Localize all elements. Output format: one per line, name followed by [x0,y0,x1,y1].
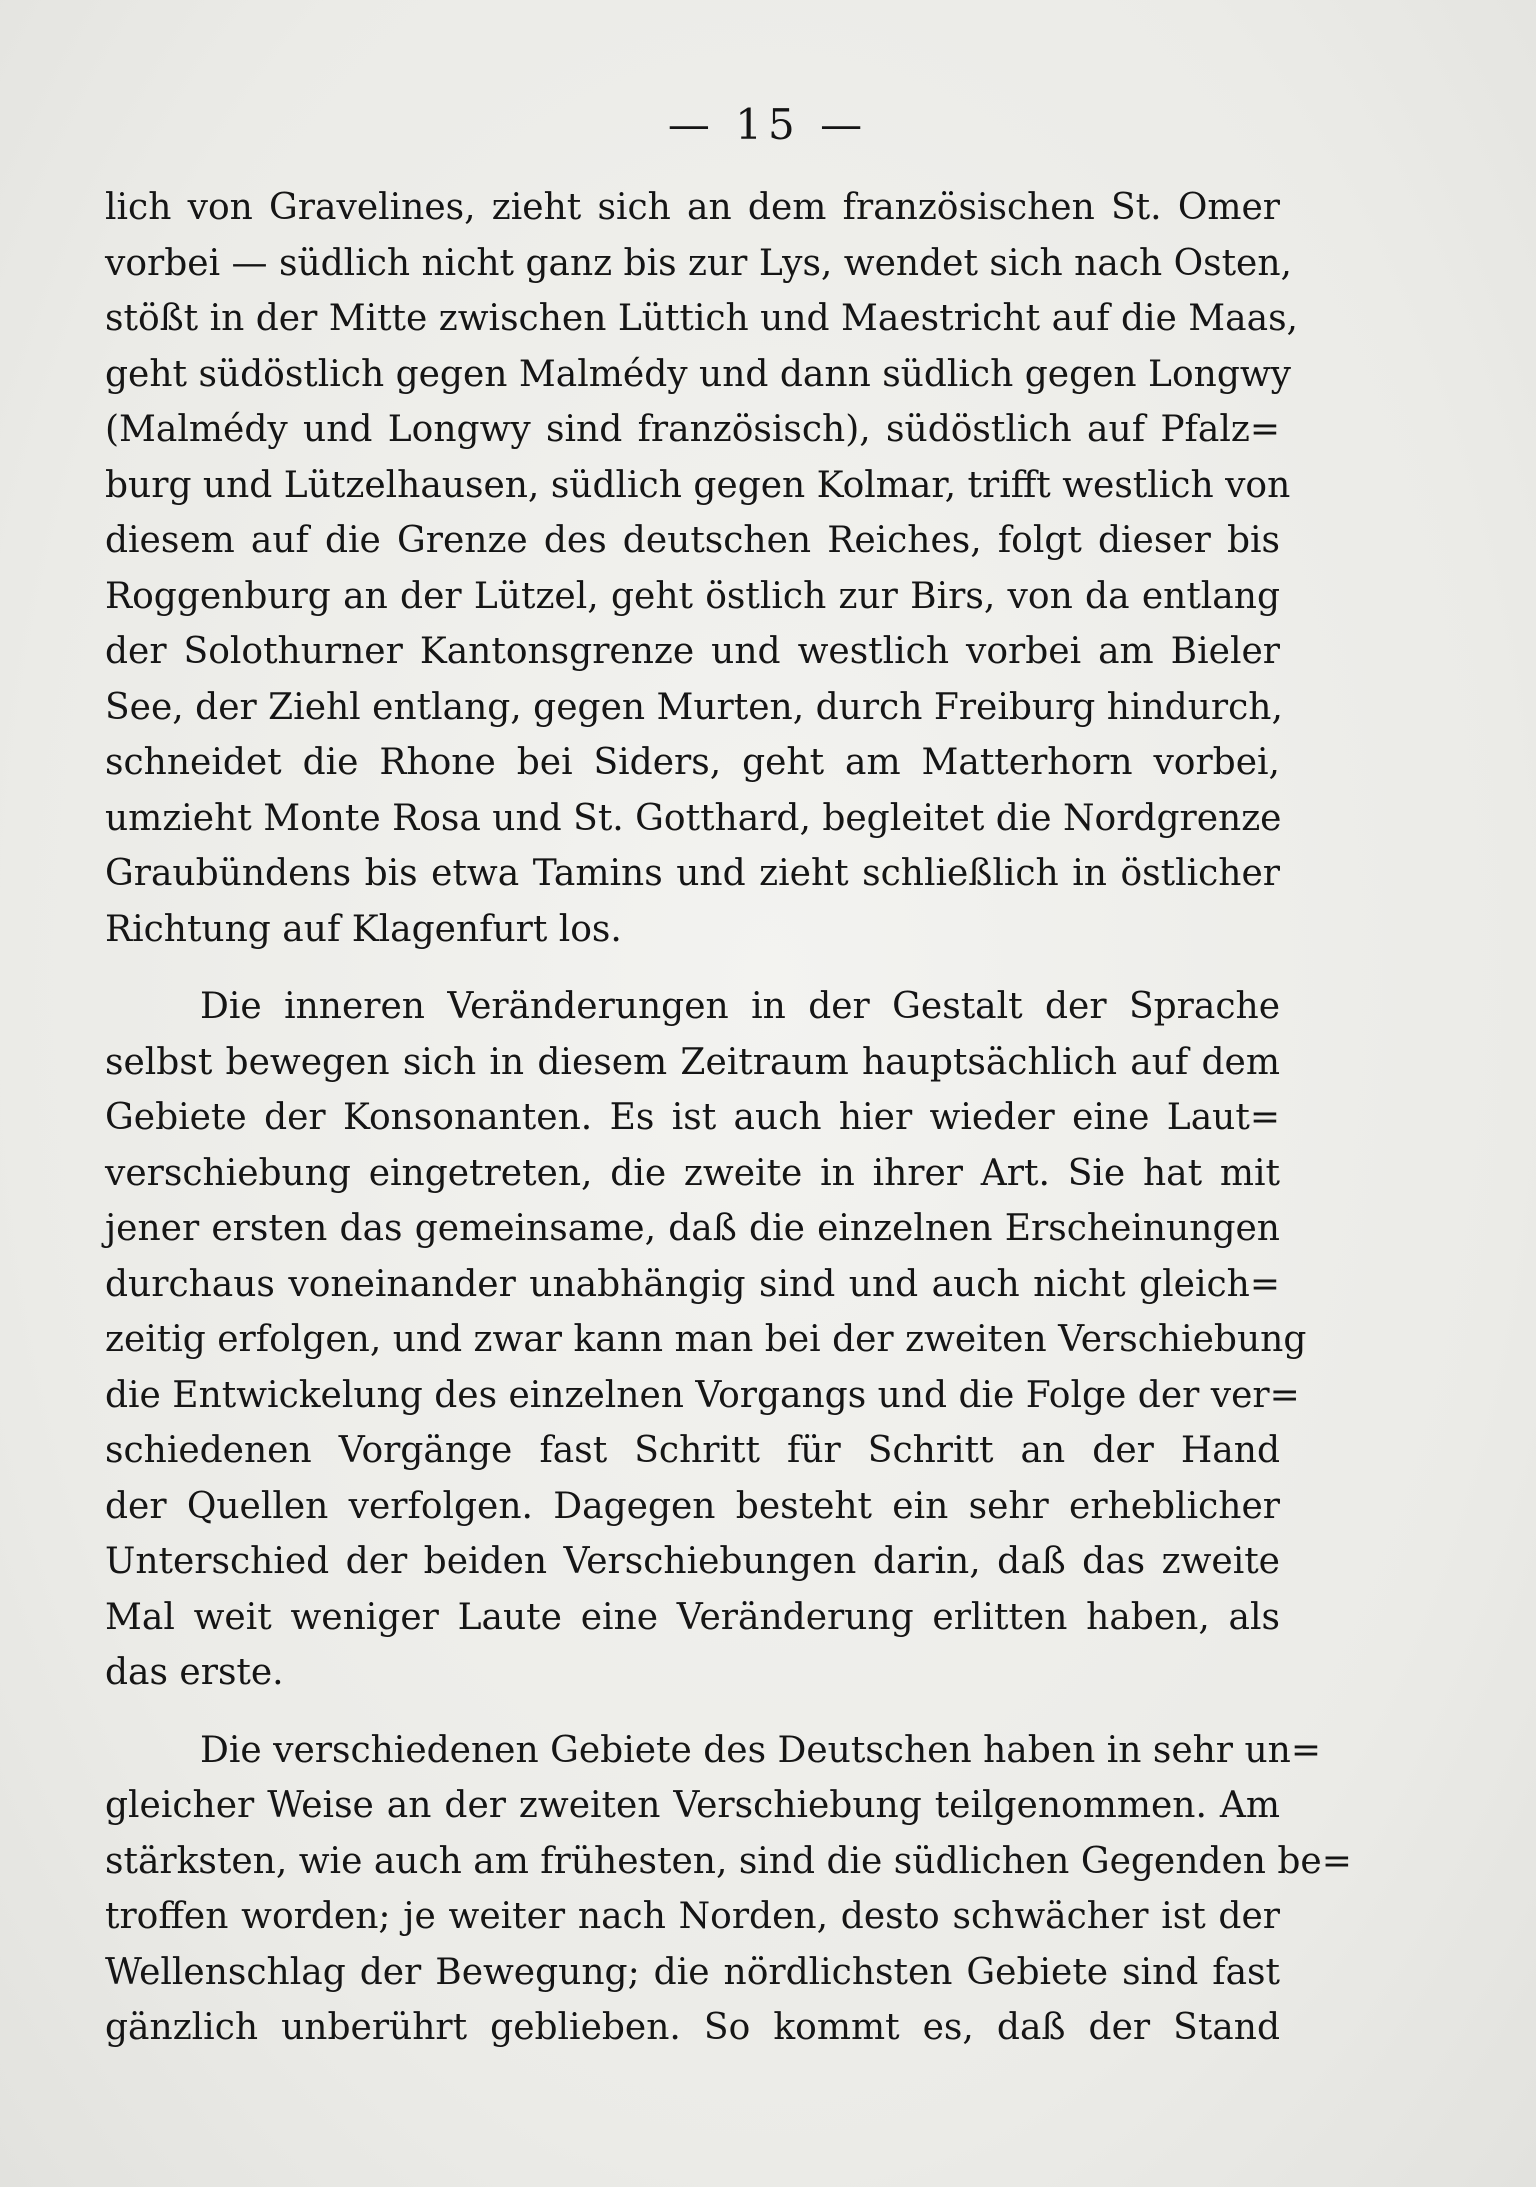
text-line: geht südöstlich gegen Malmédy und dann südlich gegen Longwy [105,353,1292,395]
text-line: umzieht Monte Rosa und St. Gotthard, begleitet die Nordgrenze [105,797,1282,839]
paragraph-2 [105,979,1307,1701]
text-line: der Solothurner Kantonsgrenze und westlich vorbei am Bieler [105,631,1280,672]
text-line: Die verschiedenen Gebiete des Deutschen haben in sehr un= [200,1729,1321,1771]
text-line: Mal weit weniger Laute eine Veränderung erlitten haben, als [105,1596,1280,1638]
text-line: Graubündens bis etwa Tamins und zieht schließlich in östlicher [105,853,1280,894]
text-line: schiedenen Vorgänge fast Schritt für Schritt an der Hand [105,1430,1280,1471]
text-line: Die inneren Veränderungen in der Gestalt der Sprache [200,986,1280,1027]
text-line: schneidet die Rhone bei Siders, geht am Matterhorn vorbei, [105,742,1280,783]
text-line: der Quellen verfolgen. Dagegen besteht ein sehr erheblicher [105,1485,1280,1527]
text-line: jener ersten das gemeinsame, daß die einzelnen Erscheinungen [105,1208,1280,1249]
text-line: Unterschied der beiden Verschiebungen darin, daß das zweite [105,1541,1280,1582]
text-line: lich von Gravelines, zieht sich an dem französischen St. Omer [105,187,1280,228]
text-line: Richtung auf Klagenfurt los. [105,908,622,950]
text-line: gleicher Weise an der zweiten Verschiebung teilgenommen. Am [105,1785,1280,1826]
text-line: stößt in der Mitte zwischen Lüttich und Maestricht auf die Maas, [105,298,1298,339]
text-line: burg und Lützelhausen, südlich gegen Kolmar, trifft westlich von [105,464,1291,506]
text-line: See, der Ziehl entlang, gegen Murten, durch Freiburg hindurch, [105,686,1283,728]
text-line: durchaus voneinander unabhängig sind und auch nicht gleich= [105,1263,1280,1305]
paragraph-1 [105,180,1298,957]
paragraph-spacer [105,957,1280,979]
text-line: selbst bewegen sich in diesem Zeitraum hauptsächlich auf dem [105,1041,1280,1083]
text-line: troffen worden; je weiter nach Norden, desto schwächer ist der [105,1896,1280,1937]
text-line: stärksten, wie auch am frühesten, sind die südlichen Gegenden be= [105,1840,1352,1882]
text-line: Gebiete der Konsonanten. Es ist auch hier wieder eine Laut= [105,1097,1280,1138]
text-line: verschiebung eingetreten, die zweite in ihrer Art. Sie hat mit [105,1152,1280,1194]
paragraph-spacer [105,1701,1280,1723]
text-line: (Malmédy und Longwy sind französisch), südöstlich auf Pfalz= [105,409,1280,450]
body-text [105,180,1352,2056]
text-line: gänzlich unberührt geblieben. So kommt es, daß der Stand [105,2007,1280,2048]
text-line: zeitig erfolgen, und zwar kann man bei der zweiten Verschiebung [105,1319,1307,1360]
paragraph-3 [105,1723,1352,2056]
text-line: Wellenschlag der Bewegung; die nördlichsten Gebiete sind fast [105,1951,1280,1993]
text-line: diesem auf die Grenze des deutschen Reiches, folgt dieser bis [105,520,1280,561]
text-line: die Entwickelung des einzelnen Vorgangs und die Folge der ver= [105,1374,1300,1416]
text-line: Roggenburg an der Lützel, geht östlich zur Birs, von da entlang [105,575,1280,617]
page-number: — 15 — [667,100,869,149]
text-line: vorbei — südlich nicht ganz bis zur Lys, wendet sich nach Osten, [105,242,1292,284]
text-line: das erste. [105,1652,284,1693]
